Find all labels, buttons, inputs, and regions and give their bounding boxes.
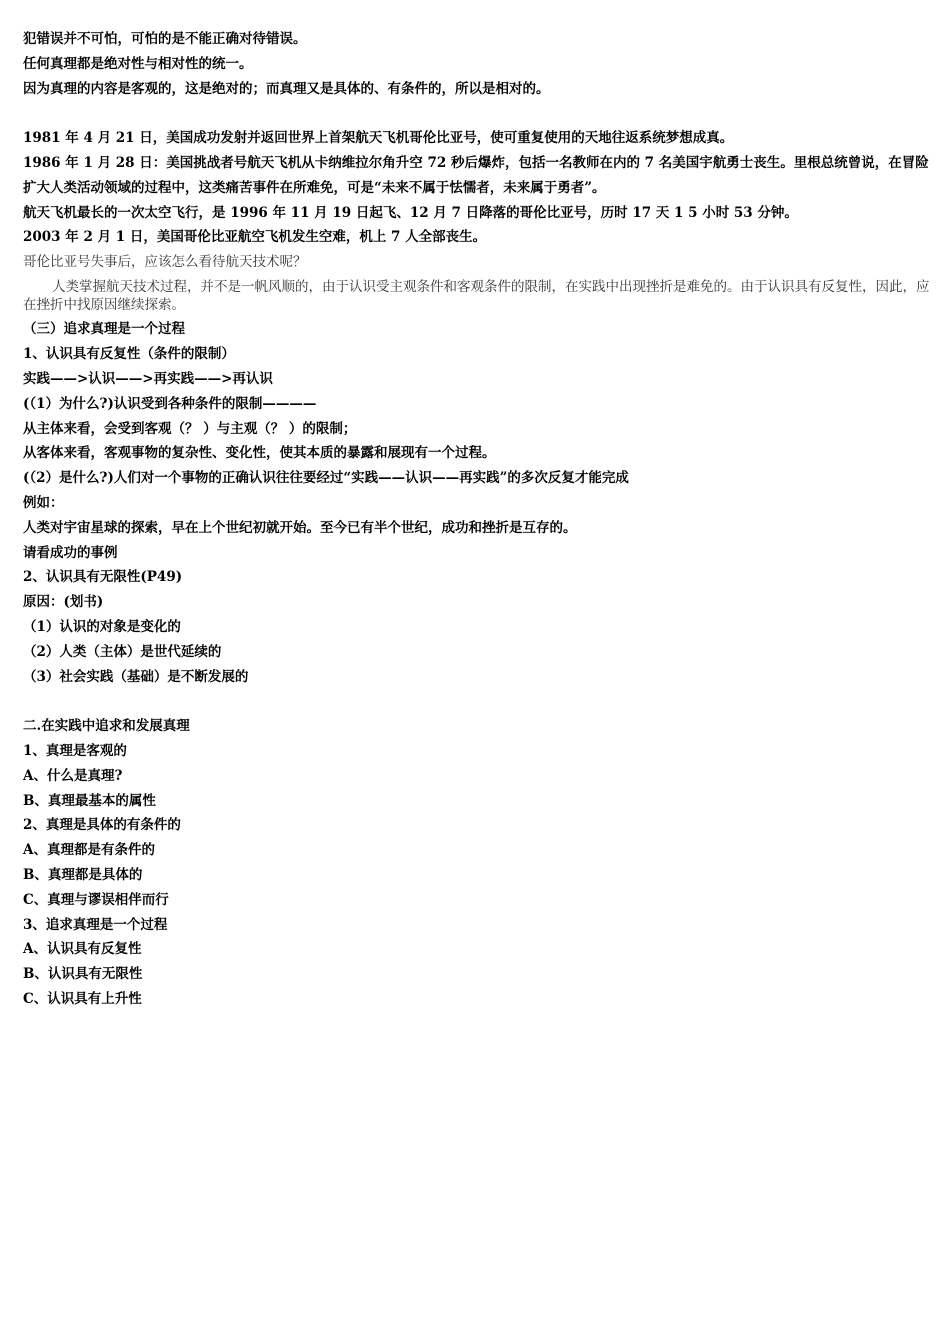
section3-item: 从客体来看，客观事物的复杂性、变化性，使其本质的暴露和展现有一个过程。 [23, 445, 496, 462]
summary-item: C、认识具有上升性 [23, 990, 142, 1007]
section3-item: 请看成功的事例 [23, 544, 118, 561]
section3-item: （3）社会实践（基础）是不断发展的 [23, 668, 249, 685]
section3-item: (（2）是什么?)人们对一个事物的正确认识往往要经过“实践——认识——再实践”的多次反复才能完成 [23, 470, 629, 487]
summary-item: A、什么是真理? [23, 767, 123, 784]
section3-item: 1、认识具有反复性（条件的限制） [23, 346, 235, 363]
section3-title: （三）追求真理是一个过程 [23, 321, 185, 338]
summary-item: B、真理最基本的属性 [23, 792, 156, 809]
event-1981: 1981 年 4 月 21 日，美国成功发射并返回世界上首架航天飞机哥伦比亚号，使可重复使用的天地往返系统梦想成真。 [23, 130, 734, 147]
intro-line-1: 犯错误并不可怕，可怕的是不能正确对待错误。 [23, 31, 307, 47]
answer-paragraph: 人类掌握航天技术过程，并不是一帆风顺的，由于认识受主观条件和客观条件的限制，在实践中出现挫折是难免的。由于认识具有反复性，因此，应在挫折中找原因继续探索。 [23, 278, 930, 314]
intro-line-3: 因为真理的内容是客观的，这是绝对的；而真理又是具体的、有条件的，所以是相对的。 [23, 80, 550, 97]
section3-item: 2、认识具有无限性(P49) [23, 569, 183, 586]
summary-item: B、真理都是具体的 [23, 866, 143, 883]
section3-item: 例如： [23, 494, 64, 511]
summary-item: C、真理与谬误相伴而行 [23, 891, 169, 908]
section3-item: 原因：(划书) [23, 594, 104, 611]
summary-item: A、认识具有反复性 [23, 941, 142, 958]
section3-item: (（1）为什么?)认识受到各种条件的限制———— [23, 395, 317, 412]
section3-item: （2）人类（主体）是世代延续的 [23, 643, 222, 660]
summary-item: B、认识具有无限性 [23, 966, 143, 983]
summary-title: 二.在实践中追求和发展真理 [23, 718, 190, 735]
section3-item: 人类对宇宙星球的探索，早在上个世纪初就开始。至今已有半个世纪，成功和挫折是互存的。 [23, 519, 577, 536]
event-1986: 1986 年 1 月 28 日：美国挑战者号航天飞机从卡纳维拉尔角升空 72 秒后爆炸，包括一名教师在内的 7 名美国宇航勇士丧生。里根总统曾说，在冒险扩大人类活动领域的过程中，这类痛苦事件在所难免，可是“未来不属于怯懦者，未来属于勇者”。 [23, 154, 929, 196]
summary-item: 1、真理是客观的 [23, 742, 127, 759]
summary-item: 3、追求真理是一个过程 [23, 916, 168, 933]
summary-item: A、真理都是有条件的 [23, 842, 155, 859]
event-longest-flight: 航天飞机最长的一次太空飞行，是 1996 年 11 月 19 日起飞、12 月 7 日降落的哥伦比亚号，历时 17 天 1 5 小时 53 分钟。 [23, 204, 798, 221]
blank-line [23, 689, 935, 714]
blank-line [23, 101, 935, 126]
event-2003: 2003 年 2 月 1 日，美国哥伦比亚航空飞机发生空难，机上 7 人全部丧生。 [23, 229, 487, 246]
intro-line-2: 任何真理都是绝对性与相对性的统一。 [23, 55, 253, 72]
document-page [23, 27, 935, 1012]
summary-item: 2、真理是具体的有条件的 [23, 817, 181, 834]
question-line: 哥伦比亚号失事后，应该怎么看待航天技术呢？ [23, 254, 307, 271]
section3-item: （1）认识的对象是变化的 [23, 618, 181, 635]
section3-item: 实践——>认识——>再实践——>再认识 [23, 370, 273, 387]
section3-item: 从主体来看，会受到客观（？ ）与主观（？ ）的限制； [23, 420, 357, 437]
